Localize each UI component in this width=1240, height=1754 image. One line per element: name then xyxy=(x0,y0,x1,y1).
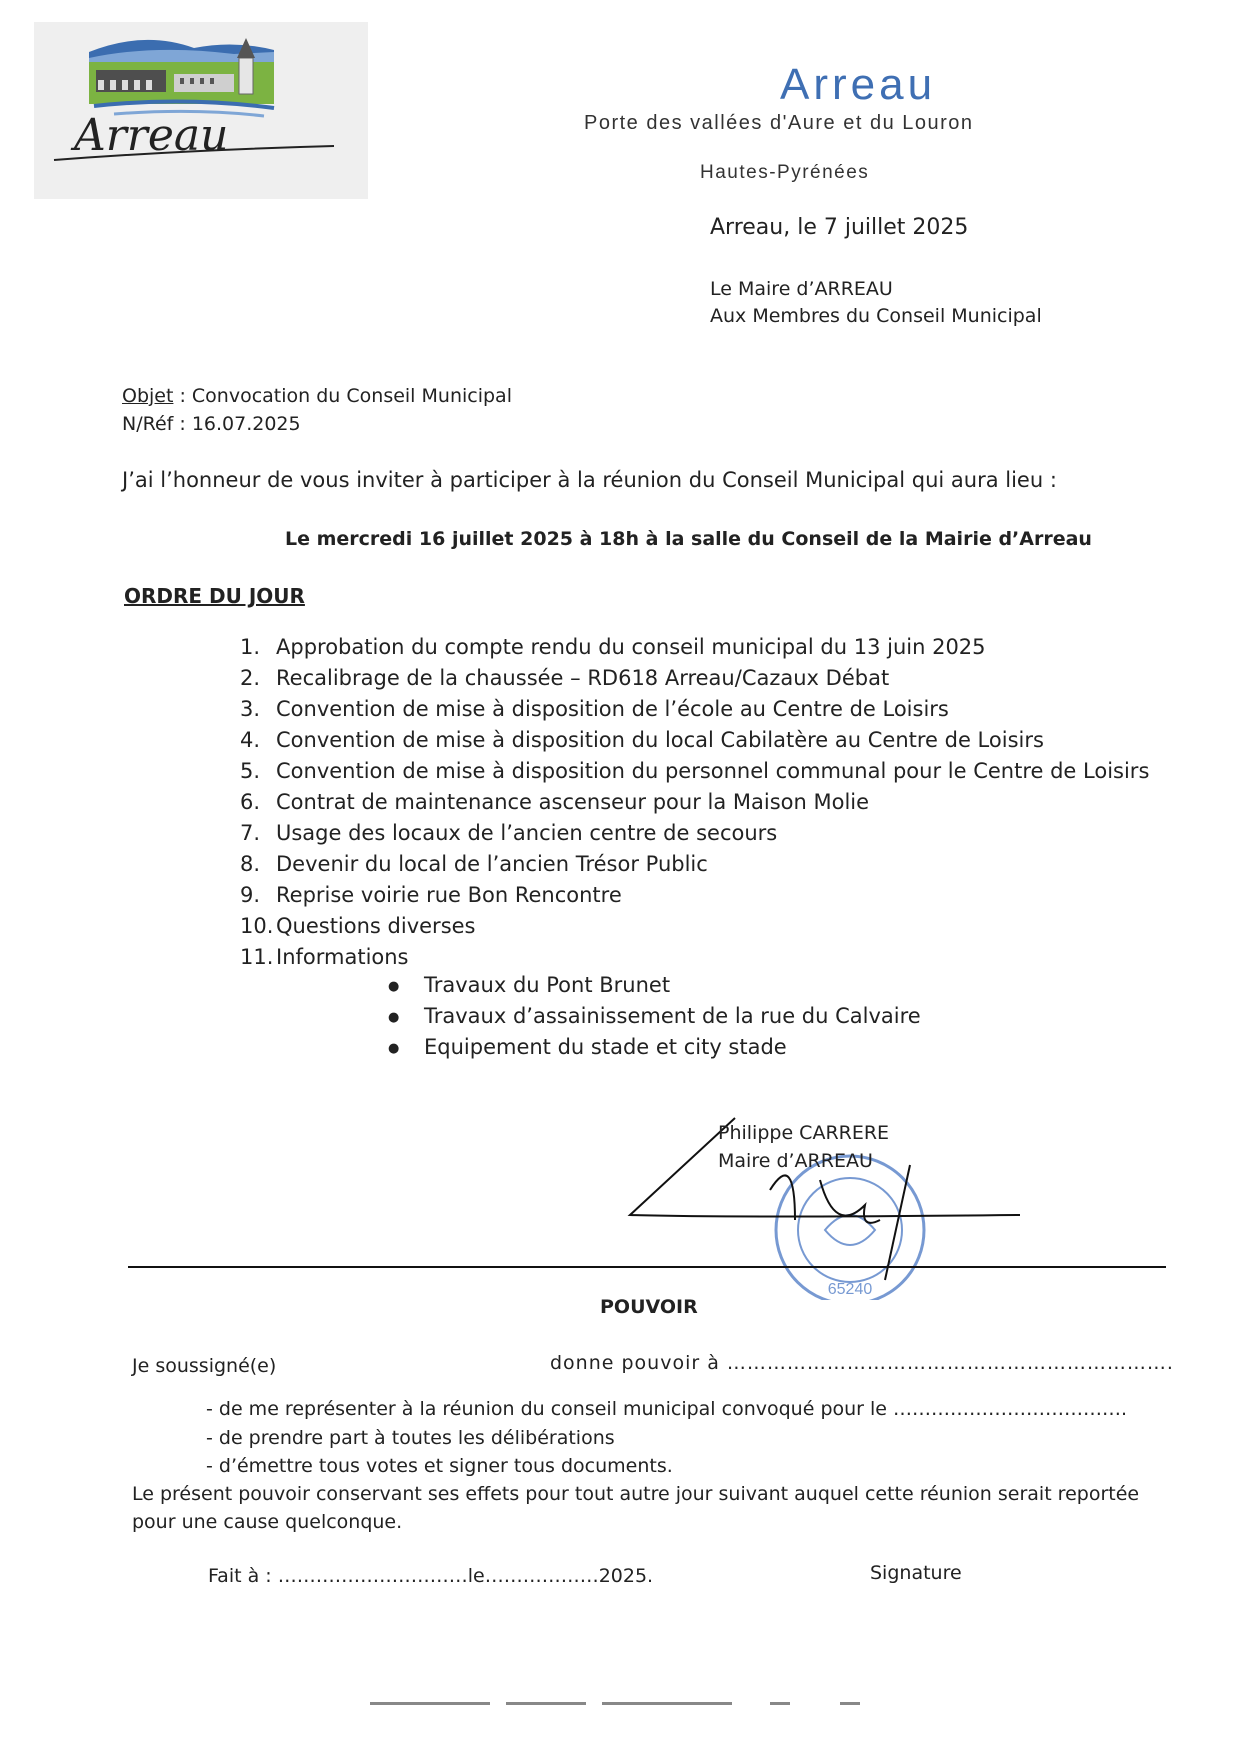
agenda-item-text: Convention de mise à disposition de l’école au Centre de Loisirs xyxy=(276,697,949,721)
agenda-item xyxy=(240,663,1140,694)
agenda-item-number: 3. xyxy=(240,697,261,721)
agenda-item-number: 7. xyxy=(240,821,261,845)
information-sub-list xyxy=(388,970,921,1063)
signature-label: Signature xyxy=(870,1562,962,1584)
sub-list-item xyxy=(388,1032,921,1063)
signer-name: Philippe CARRERE xyxy=(718,1122,890,1144)
pouvoir-paragraph-line: pour une cause quelconque. xyxy=(132,1511,403,1533)
date-line: Arreau, le 7 juillet 2025 xyxy=(710,215,969,240)
faded-footer-text xyxy=(370,1696,1010,1710)
agenda-item-number: 4. xyxy=(240,728,261,752)
town-region: Hautes-Pyrénées xyxy=(700,162,870,183)
signer-title: Maire d’ARREAU xyxy=(718,1150,873,1172)
agenda-item-text: Convention de mise à disposition du local Cabilatère au Centre de Loisirs xyxy=(276,728,1044,752)
reference-line: N/Réf : 16.07.2025 xyxy=(122,413,301,435)
agenda-item-number: 11. xyxy=(240,945,274,969)
objet-label: Objet xyxy=(122,385,174,407)
pouvoir-clause: - de prendre part à toutes les délibérations xyxy=(206,1427,615,1449)
logo-illustration xyxy=(34,22,368,199)
bullet-icon: ● xyxy=(388,1040,400,1056)
agenda-item xyxy=(240,787,1140,818)
agenda-item-number: 8. xyxy=(240,852,261,876)
town-title: Arreau xyxy=(780,60,937,109)
agenda-item-text: Usage des locaux de l’ancien centre de secours xyxy=(276,821,778,845)
agenda-item xyxy=(240,694,1140,725)
sender-line: Le Maire d’ARREAU xyxy=(710,278,893,300)
bullet-icon: ● xyxy=(388,1009,400,1025)
objet-line xyxy=(122,385,512,407)
sub-list-item xyxy=(388,1001,921,1032)
sub-list-item xyxy=(388,970,921,1001)
donne-pouvoir-line: donne pouvoir à …………………………………………………………. xyxy=(550,1352,1174,1374)
agenda-item xyxy=(240,911,1140,942)
agenda-item-number: 1. xyxy=(240,635,261,659)
agenda-item-number: 5. xyxy=(240,759,261,783)
agenda-item-number: 6. xyxy=(240,790,261,814)
agenda-item xyxy=(240,880,1140,911)
agenda-item-text: Informations xyxy=(276,945,409,969)
agenda-item-number: 9. xyxy=(240,883,261,907)
agenda-item xyxy=(240,632,1140,663)
agenda-item xyxy=(240,849,1140,880)
recipient-line: Aux Membres du Conseil Municipal xyxy=(710,305,1042,327)
agenda-item xyxy=(240,756,1150,787)
sub-list-item-text: Equipement du stade et city stade xyxy=(424,1035,787,1059)
agenda-item-text: Approbation du compte rendu du conseil municipal du 13 juin 2025 xyxy=(276,635,986,659)
meeting-details: Le mercredi 16 juillet 2025 à 18h à la salle du Conseil de la Mairie d’Arreau xyxy=(285,528,1092,550)
stamp-code: 65240 xyxy=(827,1281,873,1298)
agenda-item-text: Reprise voirie rue Bon Rencontre xyxy=(276,883,622,907)
agenda-item-text: Contrat de maintenance ascenseur pour la Maison Molie xyxy=(276,790,870,814)
section-divider xyxy=(128,1266,1166,1268)
footer-address xyxy=(370,1696,1010,1710)
pouvoir-paragraph-line: Le présent pouvoir conservant ses effets pour tout autre jour suivant auquel cette réunion serait reportée xyxy=(132,1483,1140,1505)
soussigne-label: Je soussigné(e) xyxy=(132,1355,277,1377)
logo-script-text: Arreau xyxy=(74,110,229,161)
agenda-item-text: Questions diverses xyxy=(276,914,476,938)
town-logo xyxy=(34,22,368,199)
objet-text: : Convocation du Conseil Municipal xyxy=(173,385,512,407)
sub-list-item-text: Travaux d’assainissement de la rue du Calvaire xyxy=(424,1004,921,1028)
agenda-item xyxy=(240,818,1140,849)
agenda-item-text: Recalibrage de la chaussée – RD618 Arreau/Cazaux Débat xyxy=(276,666,890,690)
town-subtitle: Porte des vallées d'Aure et du Louron xyxy=(584,112,974,134)
pouvoir-clause: - d’émettre tous votes et signer tous documents. xyxy=(206,1455,673,1477)
fait-a-line: Fait à : …………………………le………………2025. xyxy=(208,1565,654,1587)
agenda-item-number: 10. xyxy=(240,914,274,938)
agenda-item-number: 2. xyxy=(240,666,261,690)
sub-list-item-text: Travaux du Pont Brunet xyxy=(424,973,671,997)
pouvoir-title: POUVOIR xyxy=(600,1296,698,1318)
agenda-item xyxy=(240,942,1140,973)
agenda-title: ORDRE DU JOUR xyxy=(124,584,305,608)
agenda-item xyxy=(240,725,1140,756)
mairie-stamp xyxy=(776,1156,924,1300)
agenda-item-text: Devenir du local de l’ancien Trésor Public xyxy=(276,852,708,876)
agenda-item-text: Convention de mise à disposition du personnel communal pour le Centre de Loisirs xyxy=(276,759,1150,783)
bullet-icon: ● xyxy=(388,978,400,994)
pouvoir-clause: - de me représenter à la réunion du conseil municipal convoqué pour le ………………………………. xyxy=(206,1398,1128,1420)
intro-paragraph: J’ai l’honneur de vous inviter à participer à la réunion du Conseil Municipal qui aura lieu : xyxy=(122,468,1057,492)
agenda-list xyxy=(240,632,1150,973)
